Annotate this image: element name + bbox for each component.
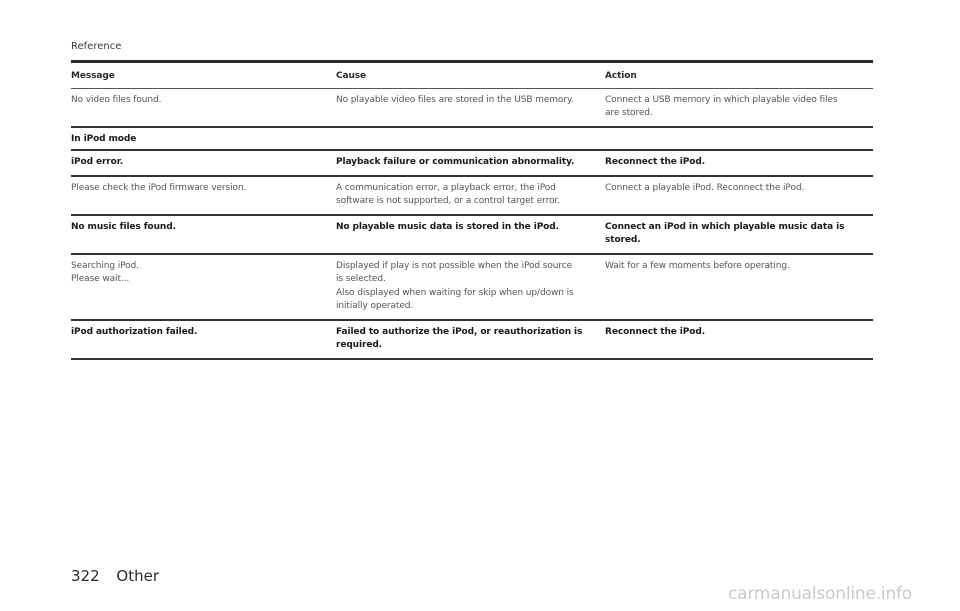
action-cell: Connect an iPod in which playable music data is stored. — [605, 221, 845, 245]
column-header-cause: Cause — [336, 71, 367, 81]
action-cell: Wait for a few moments before operating. — [605, 260, 790, 271]
message-cell: iPod authorization failed. — [71, 326, 198, 337]
column-header-action: Action — [605, 71, 637, 81]
cause-cell: Displayed if play is not possible when the iPod source is selected. Also displayed when waiting for skip when up/down is initially operated. — [336, 260, 574, 311]
section-label: Reference — [71, 41, 122, 52]
table-row — [71, 321, 873, 360]
table-row — [71, 177, 873, 216]
message-cell: No video files found. — [71, 94, 162, 105]
cause-cell: Playback failure or communication abnormality. — [336, 157, 575, 167]
section-heading-text: In iPod mode — [71, 133, 137, 144]
column-header-message: Message — [71, 71, 115, 81]
table-header-row — [71, 63, 873, 89]
action-cell: Connect a USB memory in which playable video files are stored. — [605, 94, 838, 118]
table-row — [71, 89, 873, 128]
watermark: carmanualsonline.info — [728, 584, 912, 604]
page-number: 322 — [71, 567, 100, 585]
message-cell: No music files found. — [71, 221, 176, 232]
action-cell: Reconnect the iPod. — [605, 157, 706, 167]
message-cell: Please check the iPod firmware version. — [71, 182, 247, 193]
cause-cell: No playable music data is stored in the iPod. — [336, 221, 559, 232]
table-row — [71, 255, 873, 321]
page-footer — [71, 567, 159, 585]
reference-table — [71, 63, 873, 360]
action-cell: Connect a playable iPod. Reconnect the iPod. — [605, 182, 805, 193]
action-cell: Reconnect the iPod. — [605, 326, 706, 337]
section-heading-ipod-mode — [71, 128, 873, 152]
message-cell: Searching iPod. Please wait... — [71, 260, 139, 284]
table-row — [71, 216, 873, 255]
cause-cell: A communication error, a playback error, the iPod software is not supported, or a control target error. — [336, 182, 560, 206]
message-cell: iPod error. — [71, 157, 124, 167]
cause-cell: No playable video files are stored in the USB memory. — [336, 94, 574, 105]
cause-cell: Failed to authorize the iPod, or reauthorization is required. — [336, 326, 583, 350]
table-row — [71, 151, 873, 177]
chapter-title: Other — [116, 567, 160, 585]
